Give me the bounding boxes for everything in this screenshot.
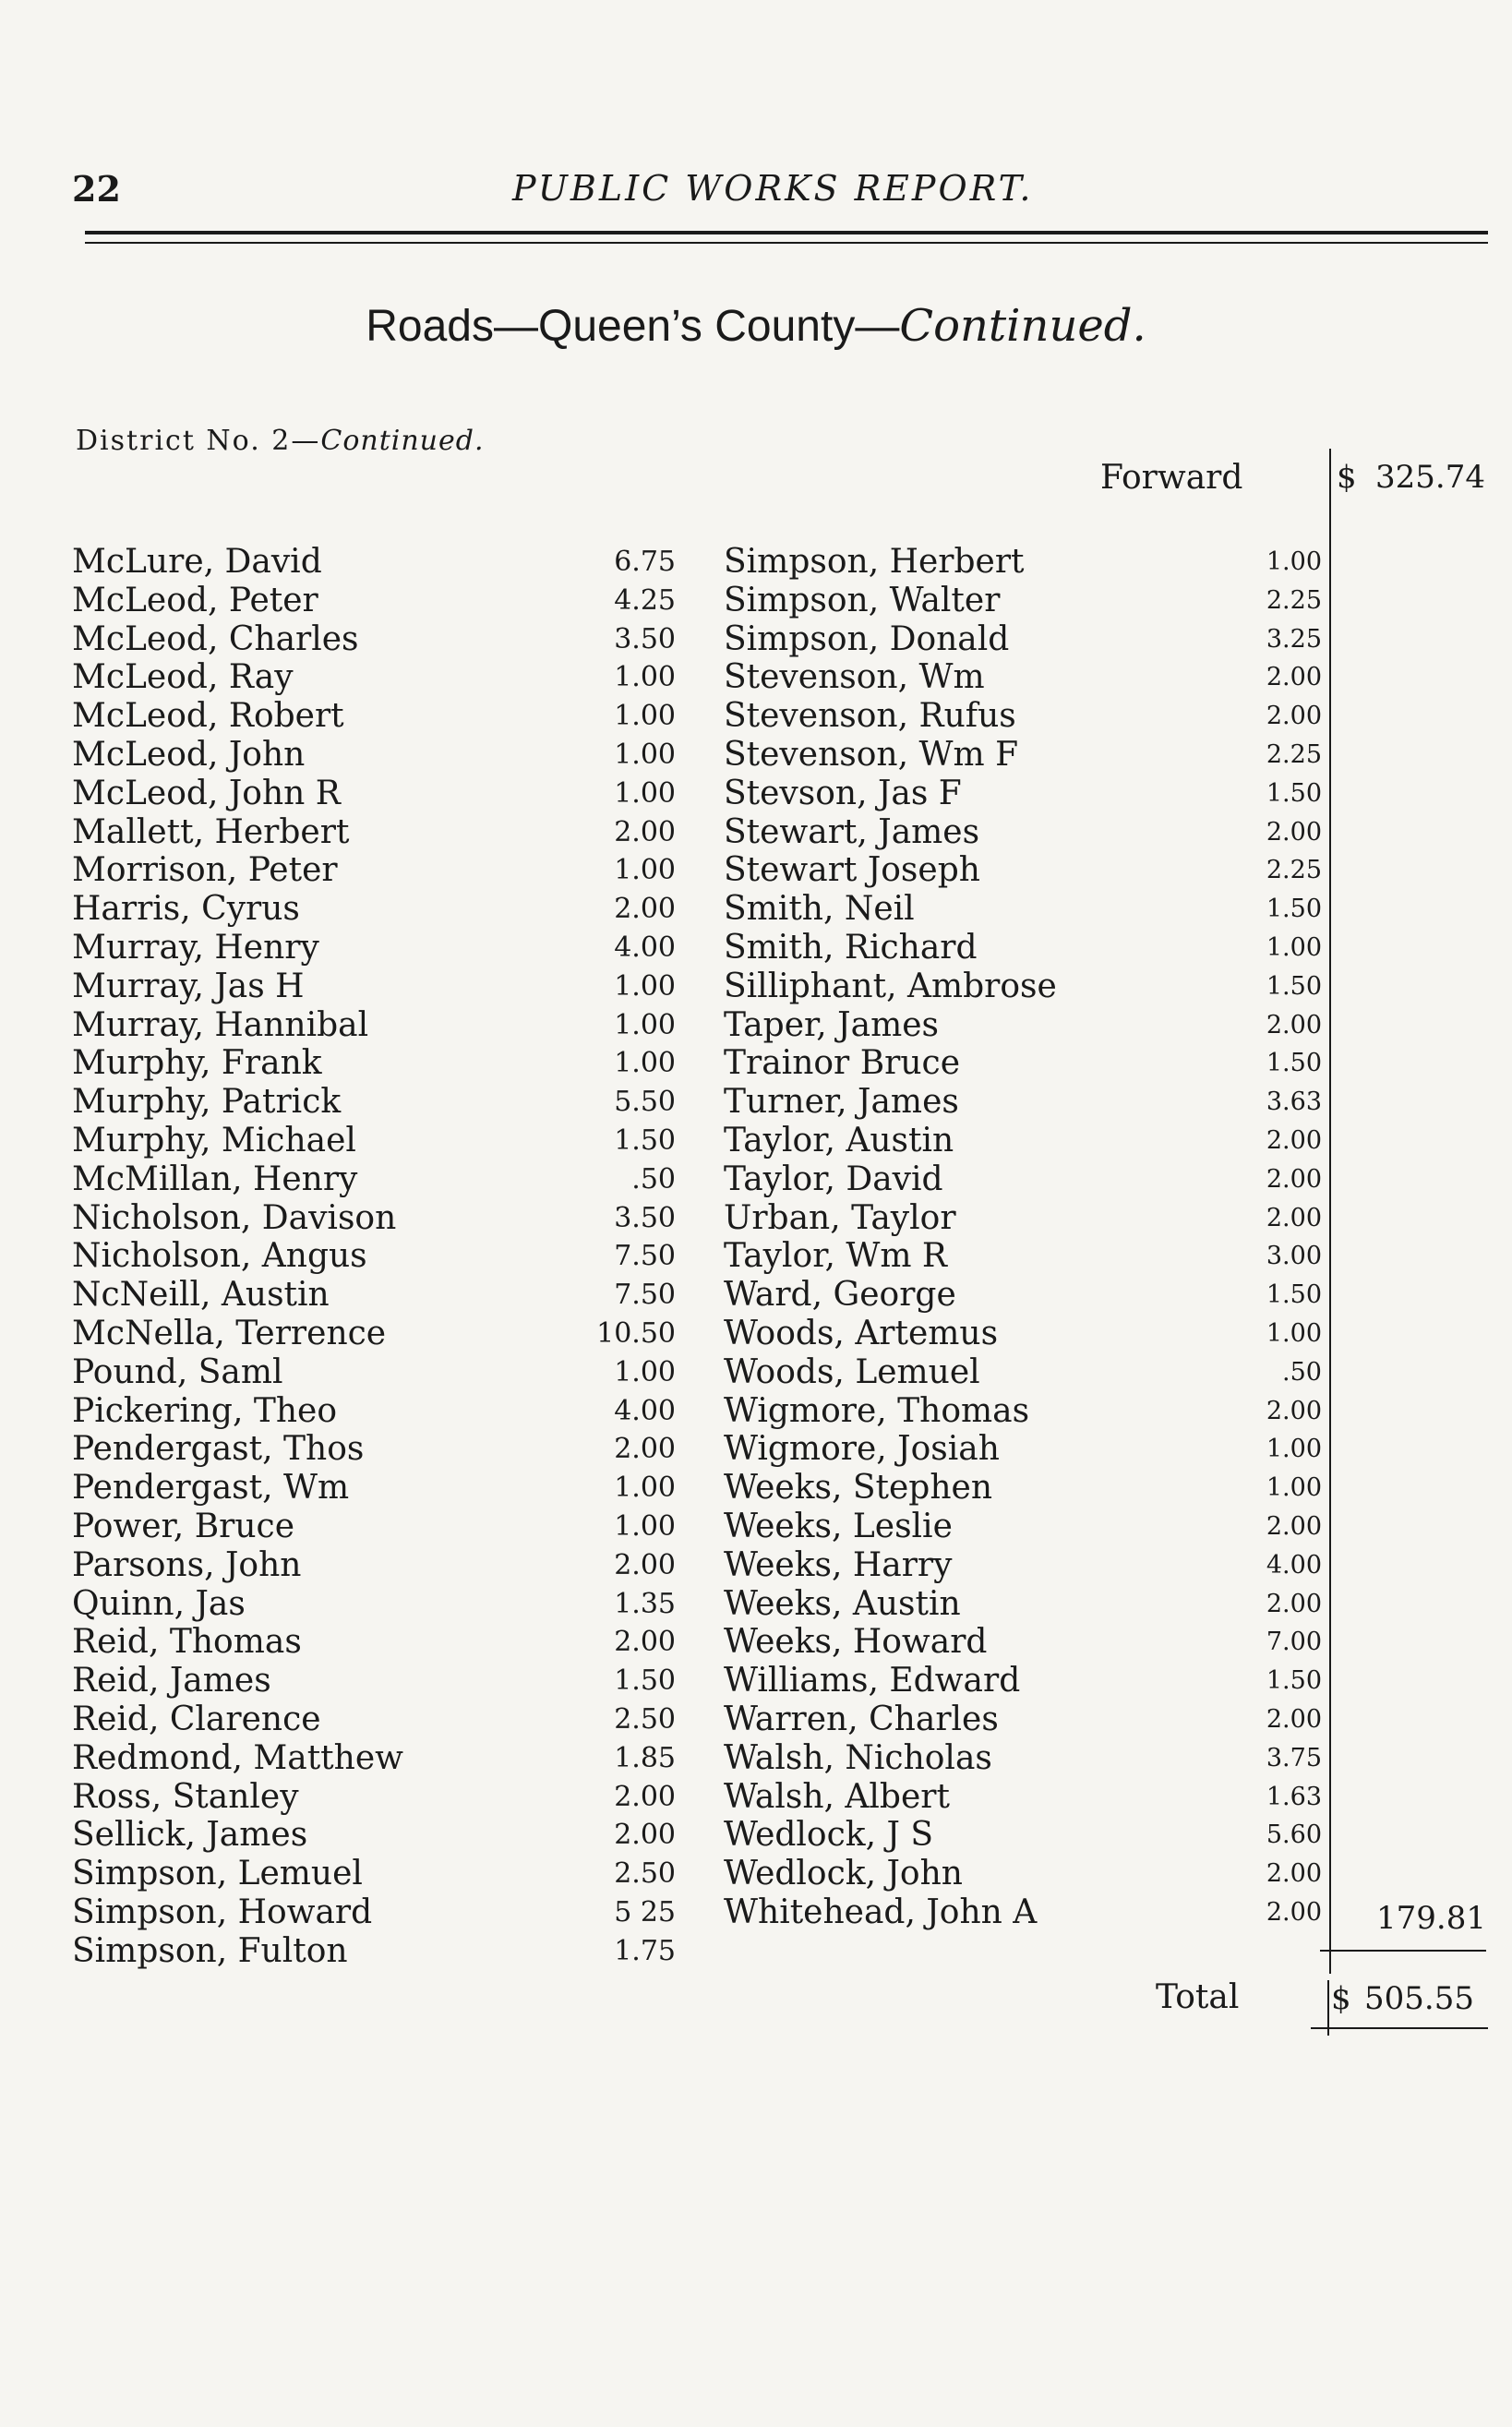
ledger-name: McLeod, John R bbox=[72, 774, 341, 812]
ledger-amount: 2.00 bbox=[614, 1819, 676, 1852]
subtotal-rule bbox=[1320, 1950, 1486, 1952]
ledger-amount: 2.50 bbox=[614, 1703, 676, 1736]
ledger-name: Taylor, Austin bbox=[724, 1122, 954, 1159]
ledger-amount: 1.75 bbox=[614, 1934, 676, 1967]
ledger-amount: 2.00 bbox=[1266, 702, 1322, 731]
ledger-amount: 2.00 bbox=[1266, 1164, 1322, 1194]
ledger-amount: 7.50 bbox=[614, 1279, 676, 1312]
ledger-name: Pickering, Theo bbox=[72, 1391, 338, 1430]
ledger-amount: 4.00 bbox=[614, 931, 676, 964]
ledger-name: Simpson, Lemuel bbox=[72, 1855, 363, 1893]
ledger-name: Pendergast, Wm bbox=[72, 1469, 350, 1508]
forward-value: 325.74 bbox=[1375, 459, 1485, 496]
ledger-name: Reid, Thomas bbox=[72, 1623, 302, 1662]
ledger-amount: 6.75 bbox=[614, 546, 676, 578]
ledger-amount: 1.00 bbox=[614, 700, 676, 733]
section-title bbox=[0, 300, 1512, 352]
ledger-name: Weeks, Leslie bbox=[724, 1508, 953, 1545]
ledger-name: McLeod, Peter bbox=[72, 581, 318, 619]
ledger-name: Wigmore, Thomas bbox=[724, 1391, 1030, 1430]
ledger-amount: 2.00 bbox=[1266, 1898, 1322, 1927]
ledger-name: McMillan, Henry bbox=[72, 1159, 358, 1198]
ledger-name: Warren, Charles bbox=[724, 1700, 999, 1738]
ledger-name: Quinn, Jas bbox=[72, 1584, 246, 1623]
ledger-amount: 2.00 bbox=[614, 1780, 676, 1813]
ledger-name: Sellick, James bbox=[72, 1816, 308, 1855]
ledger-name: Simpson, Walter bbox=[724, 581, 1001, 619]
ledger-amount: 1.00 bbox=[614, 1008, 676, 1041]
ledger-amount: 2.25 bbox=[1266, 585, 1322, 615]
ledger-amount: 1.00 bbox=[614, 1047, 676, 1080]
ledger-name: Woods, Artemus bbox=[724, 1315, 999, 1352]
ledger-amount: 1.50 bbox=[1266, 895, 1322, 924]
ledger-name: Murphy, Michael bbox=[72, 1122, 356, 1159]
ledger-amount: 7.00 bbox=[1266, 1628, 1322, 1657]
ledger-amount: 2.00 bbox=[1266, 817, 1322, 847]
ledger-name: Murray, Henry bbox=[72, 929, 319, 967]
ledger-name: Urban, Taylor bbox=[724, 1198, 956, 1237]
running-title: PUBLIC WORKS REPORT. bbox=[512, 168, 1034, 209]
ledger-amount: 2.00 bbox=[614, 1433, 676, 1466]
district-label: District No. 2— bbox=[76, 425, 321, 457]
ledger-name: McLeod, John bbox=[72, 736, 306, 774]
ledger-amount: 3.00 bbox=[1266, 1242, 1322, 1271]
ledger-amount: 2.00 bbox=[1266, 1705, 1322, 1734]
ledger-name: Reid, James bbox=[72, 1662, 271, 1700]
ledger-name: Smith, Richard bbox=[724, 929, 978, 967]
ledger-amount: 1.85 bbox=[614, 1741, 676, 1774]
ledger-name: Silliphant, Ambrose bbox=[724, 967, 1057, 1005]
ledger-amount: .50 bbox=[1282, 1357, 1322, 1387]
ledger-name: Taylor, Wm R bbox=[724, 1237, 948, 1276]
ledger-amount: 3.50 bbox=[614, 1201, 676, 1234]
ledger-name: Stewart Joseph bbox=[724, 851, 980, 890]
ledger-amount: 1.00 bbox=[614, 776, 676, 810]
ledger-amount: 2.00 bbox=[1266, 1126, 1322, 1155]
ledger-amount: 2.50 bbox=[614, 1857, 676, 1891]
ledger-name: Williams, Edward bbox=[724, 1662, 1021, 1700]
ledger-name: Simpson, Donald bbox=[724, 619, 1010, 658]
section-title-continued: Continued. bbox=[899, 300, 1146, 352]
ledger-name: Simpson, Howard bbox=[72, 1893, 373, 1931]
ledger-amount: 5.50 bbox=[614, 1086, 676, 1119]
ledger-amount: 1.50 bbox=[1266, 778, 1322, 808]
ledger-name: Murphy, Patrick bbox=[72, 1083, 342, 1122]
ledger-amount: 3.25 bbox=[1266, 624, 1322, 654]
ledger-name: Nicholson, Davison bbox=[72, 1198, 397, 1237]
ledger-name: Simpson, Herbert bbox=[724, 543, 1025, 581]
ledger-name: Harris, Cyrus bbox=[72, 890, 300, 929]
ledger-amount: 1.00 bbox=[1266, 1319, 1322, 1348]
total-value: 505.55 bbox=[1364, 1980, 1474, 2017]
ledger-name: Walsh, Albert bbox=[724, 1777, 950, 1816]
ledger-name: McLeod, Ray bbox=[72, 658, 294, 697]
ledger-amount: 2.00 bbox=[1266, 1512, 1322, 1541]
ledger-name: Weeks, Stephen bbox=[724, 1469, 993, 1508]
forward-label: Forward bbox=[1100, 459, 1243, 497]
ledger-amount: 2.00 bbox=[1266, 1203, 1322, 1232]
ledger-name: McLeod, Charles bbox=[72, 619, 359, 658]
ledger-name: Weeks, Austin bbox=[724, 1584, 961, 1623]
ledger-amount: 2.00 bbox=[614, 1548, 676, 1581]
ledger-amount: .50 bbox=[631, 1162, 676, 1195]
ledger-amount: 1.00 bbox=[1266, 547, 1322, 576]
ledger-name: Simpson, Fulton bbox=[72, 1931, 348, 1970]
ledger-name: Stevenson, Wm bbox=[724, 658, 985, 697]
ledger-amount: 1.00 bbox=[1266, 1473, 1322, 1503]
header-rule-thin bbox=[85, 242, 1488, 244]
ledger-amount: 2.25 bbox=[1266, 856, 1322, 885]
header-rule-thick bbox=[85, 231, 1488, 234]
ledger-amount: 1.63 bbox=[1266, 1782, 1322, 1811]
ledger-amount: 1.00 bbox=[614, 969, 676, 1003]
ledger-amount: 5.60 bbox=[1266, 1820, 1322, 1850]
ledger-name: Smith, Neil bbox=[724, 890, 915, 929]
ledger-name: Mallett, Herbert bbox=[72, 812, 350, 851]
ledger-name: Nicholson, Angus bbox=[72, 1237, 367, 1276]
ledger-name: Taylor, David bbox=[724, 1159, 943, 1198]
ledger-amount: 2.00 bbox=[614, 815, 676, 848]
district-heading bbox=[76, 425, 485, 457]
ledger-amount: 2.00 bbox=[1266, 663, 1322, 692]
ledger-name: Ross, Stanley bbox=[72, 1777, 299, 1816]
ledger-amount: 2.00 bbox=[614, 1626, 676, 1659]
total-label: Total bbox=[1156, 1978, 1240, 2016]
ledger-name: Stevenson, Rufus bbox=[724, 697, 1016, 736]
ledger-amount: 1.00 bbox=[614, 739, 676, 771]
ledger-amount: 1.50 bbox=[614, 1664, 676, 1698]
ledger-name: McNella, Terrence bbox=[72, 1315, 387, 1352]
ledger-name: Redmond, Matthew bbox=[72, 1738, 403, 1777]
ledger-name: Whitehead, John A bbox=[724, 1893, 1038, 1931]
ledger-name: Murray, Hannibal bbox=[72, 1005, 369, 1044]
ledger-amount: 5 25 bbox=[614, 1896, 676, 1928]
ledger-name: Murphy, Frank bbox=[72, 1044, 322, 1083]
ledger-name: Wigmore, Josiah bbox=[724, 1430, 1000, 1469]
ledger-amount: 1.00 bbox=[614, 854, 676, 887]
total-column-rule bbox=[1329, 449, 1331, 1974]
section-title-text: Roads—Queen’s County— bbox=[366, 302, 900, 351]
ledger-name: Murray, Jas H bbox=[72, 967, 305, 1005]
district-continued: Continued. bbox=[320, 425, 485, 457]
ledger-name: Weeks, Harry bbox=[724, 1545, 953, 1584]
ledger-amount: 1.50 bbox=[1266, 1280, 1322, 1310]
ledger-amount: 1.50 bbox=[1266, 1666, 1322, 1696]
ledger-name: Turner, James bbox=[724, 1083, 959, 1122]
ledger-amount: 2.25 bbox=[1266, 740, 1322, 769]
ledger-name: Pound, Saml bbox=[72, 1352, 283, 1391]
ledger-amount: 1.50 bbox=[1266, 971, 1322, 1001]
ledger-amount: 4.25 bbox=[614, 583, 676, 617]
ledger-amount: 1.00 bbox=[614, 1355, 676, 1388]
ledger-name: Stevenson, Wm F bbox=[724, 736, 1019, 774]
ledger-amount: 1.00 bbox=[1266, 933, 1322, 962]
total-rule bbox=[1311, 2027, 1488, 2029]
ledger-name: Wedlock, J S bbox=[724, 1816, 934, 1855]
ledger-amount: 10.50 bbox=[596, 1317, 676, 1350]
ledger-name: Pendergast, Thos bbox=[72, 1430, 365, 1469]
ledger-amount: 3.75 bbox=[1266, 1743, 1322, 1772]
ledger-amount: 4.00 bbox=[614, 1394, 676, 1427]
ledger-amount: 1.35 bbox=[614, 1587, 676, 1620]
ledger-amount: 7.50 bbox=[614, 1240, 676, 1273]
ledger-amount: 1.00 bbox=[1266, 1435, 1322, 1464]
ledger-name: McLure, David bbox=[72, 543, 322, 581]
ledger-amount: 1.50 bbox=[1266, 1049, 1322, 1078]
ledger-amount: 1.00 bbox=[614, 661, 676, 694]
ledger-name: Reid, Clarence bbox=[72, 1700, 321, 1738]
ledger-name: Woods, Lemuel bbox=[724, 1352, 980, 1391]
ledger-amount: 1.50 bbox=[614, 1124, 676, 1157]
ledger-name: Taper, James bbox=[724, 1005, 939, 1044]
total-currency: $ bbox=[1331, 1980, 1351, 2017]
ledger-amount: 3.50 bbox=[614, 622, 676, 655]
ledger-name: NcNeill, Austin bbox=[72, 1276, 330, 1315]
ledger-name: Trainor Bruce bbox=[724, 1044, 961, 1083]
ledger-amount: 1.00 bbox=[614, 1472, 676, 1505]
ledger-amount: 2.00 bbox=[614, 893, 676, 926]
ledger-amount: 4.00 bbox=[1266, 1550, 1322, 1580]
ledger-name: Parsons, John bbox=[72, 1545, 302, 1584]
ledger-name: Wedlock, John bbox=[724, 1855, 963, 1893]
ledger-name: Morrison, Peter bbox=[72, 851, 338, 890]
ledger-name: McLeod, Robert bbox=[72, 697, 344, 736]
ledger-name: Stevson, Jas F bbox=[724, 774, 962, 812]
ledger-amount: 1.00 bbox=[614, 1510, 676, 1543]
forward-currency: $ bbox=[1337, 459, 1357, 496]
ledger-name: Ward, George bbox=[724, 1276, 956, 1315]
page-number: 22 bbox=[72, 168, 121, 210]
ledger-name: Power, Bruce bbox=[72, 1508, 295, 1545]
ledger-amount: 3.63 bbox=[1266, 1087, 1322, 1117]
ledger-name: Weeks, Howard bbox=[724, 1623, 988, 1662]
ledger-name: Walsh, Nicholas bbox=[724, 1738, 992, 1777]
ledger-amount: 2.00 bbox=[1266, 1589, 1322, 1618]
ledger-amount: 2.00 bbox=[1266, 1859, 1322, 1889]
ledger-amount: 2.00 bbox=[1266, 1010, 1322, 1039]
ledger-amount: 2.00 bbox=[1266, 1396, 1322, 1425]
column-subtotal: 179.81 bbox=[1376, 1900, 1486, 1937]
ledger-name: Stewart, James bbox=[724, 812, 980, 851]
